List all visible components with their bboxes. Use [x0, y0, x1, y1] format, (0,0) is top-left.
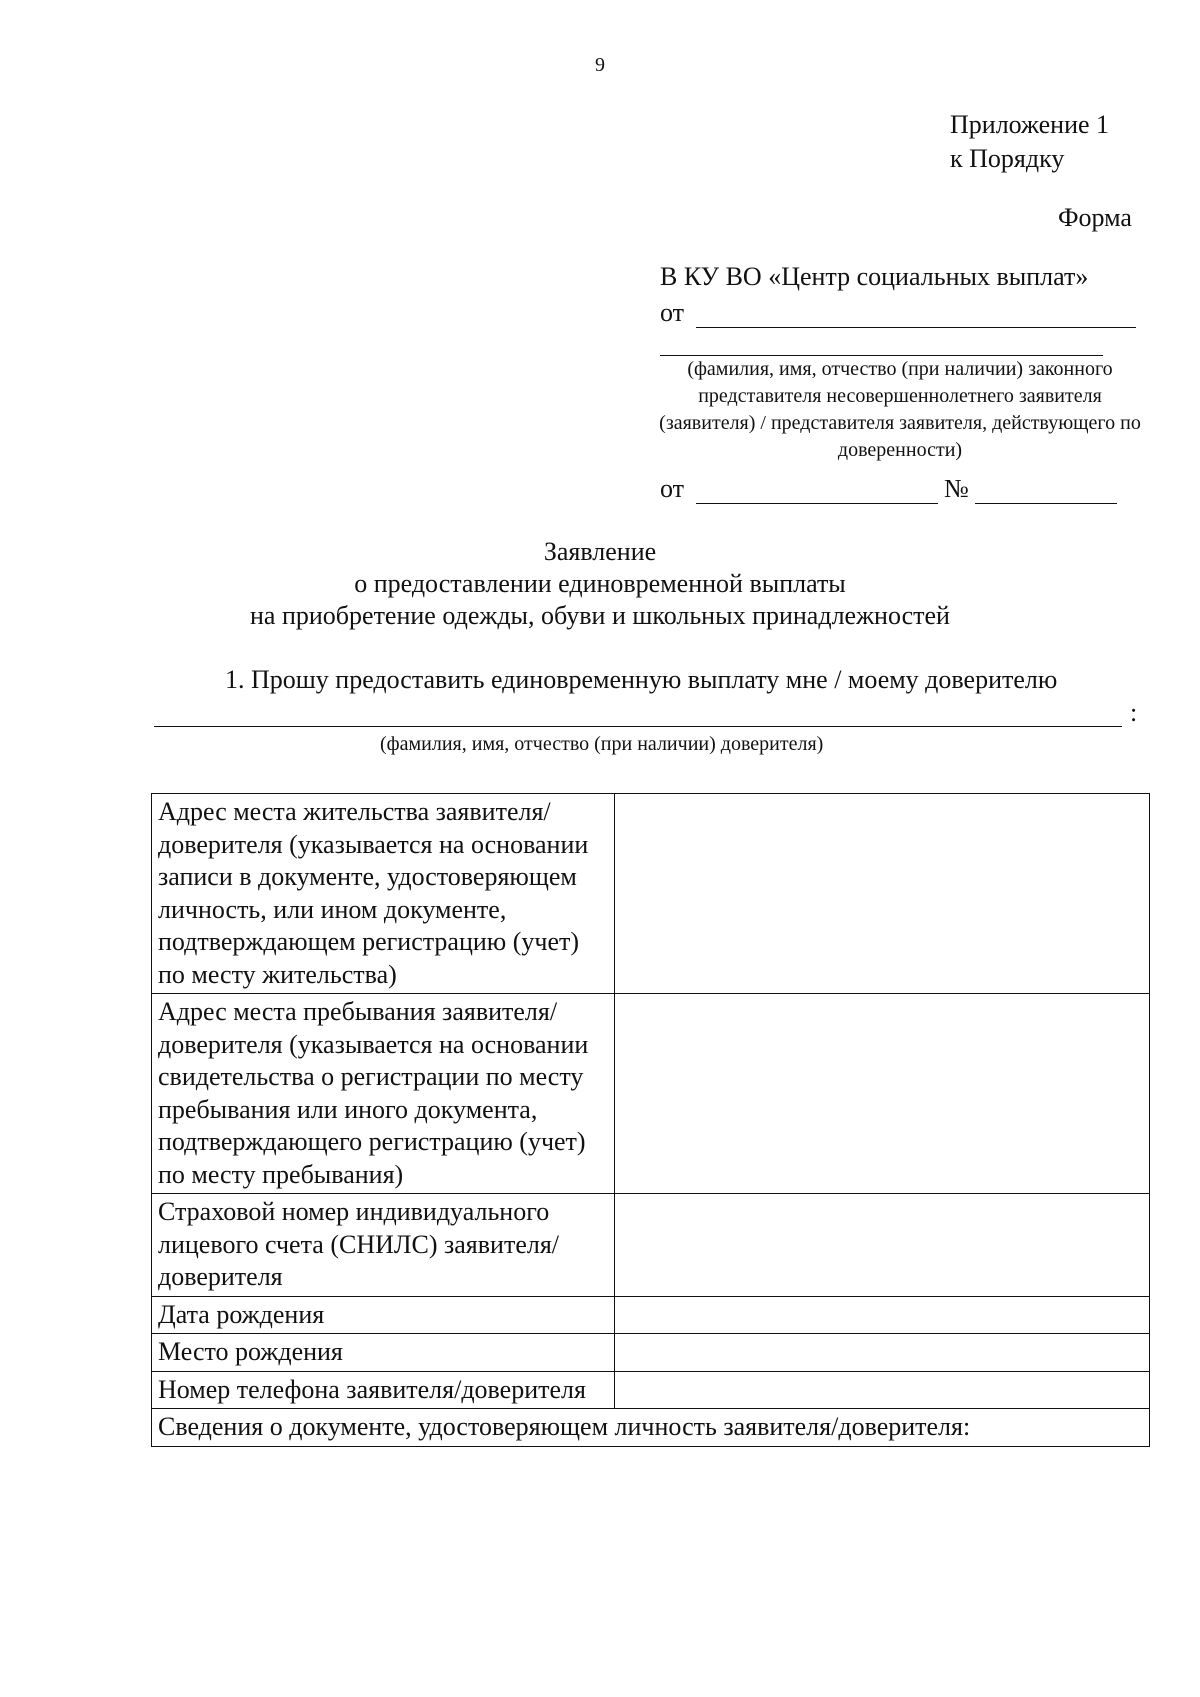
addressee-to: В КУ ВО «Центр социальных выплат» [660, 262, 1089, 291]
title-line2: о предоставлении единовременной выплаты [354, 569, 846, 598]
request-text: 1. Прошу предоставить единовременную выплату мне / моему доверителю [225, 665, 1058, 694]
row-label-snils: Страховой номер индивидуального лицевого счета (СНИЛС) заявителя/доверителя [152, 1194, 615, 1297]
table-row [152, 1334, 1150, 1372]
row-value-birth-date[interactable] [614, 1296, 1149, 1334]
appendix-line2: к Порядку [950, 144, 1065, 173]
principal-note: (фамилия, имя, отчество (при наличии) доверителя) [380, 733, 824, 755]
from2-label: от [660, 474, 685, 503]
title-line1: Заявление [543, 537, 657, 566]
row-label-birth-date: Дата рождения [152, 1296, 615, 1334]
row-value-residence-address[interactable] [614, 794, 1149, 994]
row-label-residence-address: Адрес места жительства заявителя/доверителя (указывается на основании записи в документе, удостоверяющем личность, или ином документе, подтверждающем регистрацию (учет) по месту жительства) [152, 794, 615, 994]
request-colon: : [1130, 698, 1138, 727]
from2-row [660, 474, 1117, 504]
date-field[interactable] [696, 477, 938, 504]
row-value-birth-place[interactable] [614, 1334, 1149, 1372]
number-field[interactable] [975, 477, 1117, 504]
representative-note: (фамилия, имя, отчество (при наличии) законного представителя несовершеннолетнего заявителя (заявителя) / представителя заявителя, действующего по доверенности) [659, 358, 1141, 461]
row-value-phone[interactable] [614, 1371, 1149, 1409]
table-row [152, 1296, 1150, 1334]
title-line3: на приобретение одежды, обуви и школьных принадлежностей [250, 601, 950, 630]
principal-name-field[interactable] [154, 726, 1122, 727]
row-value-stay-address[interactable] [614, 994, 1149, 1194]
row-label-birth-place: Место рождения [152, 1334, 615, 1372]
row-label-phone: Номер телефона заявителя/доверителя [152, 1371, 615, 1409]
table-row [152, 1194, 1150, 1297]
table-row [152, 1371, 1150, 1409]
applicant-data-table [151, 793, 1150, 1447]
table-row [152, 994, 1150, 1194]
table-footer-id-document: Сведения о документе, удостоверяющем личность заявителя/доверителя: [152, 1409, 1150, 1447]
table-row [152, 1409, 1150, 1447]
number-sign: № [944, 474, 969, 503]
from-name-field[interactable] [696, 301, 1136, 328]
from-label: от [660, 298, 685, 327]
row-label-stay-address: Адрес места пребывания заявителя/доверителя (указывается на основании свидетельства о регистрации по месту пребывания или иного документа, подтверждающего регистрацию (учет) по месту пребывания) [152, 994, 615, 1194]
table-row [152, 794, 1150, 994]
from-row [660, 298, 1136, 328]
form-label: Форма [1058, 203, 1132, 232]
page-number: 9 [595, 54, 605, 76]
appendix-heading [950, 108, 1109, 176]
appendix-line1: Приложение 1 [950, 110, 1110, 139]
row-value-snils[interactable] [614, 1194, 1149, 1297]
